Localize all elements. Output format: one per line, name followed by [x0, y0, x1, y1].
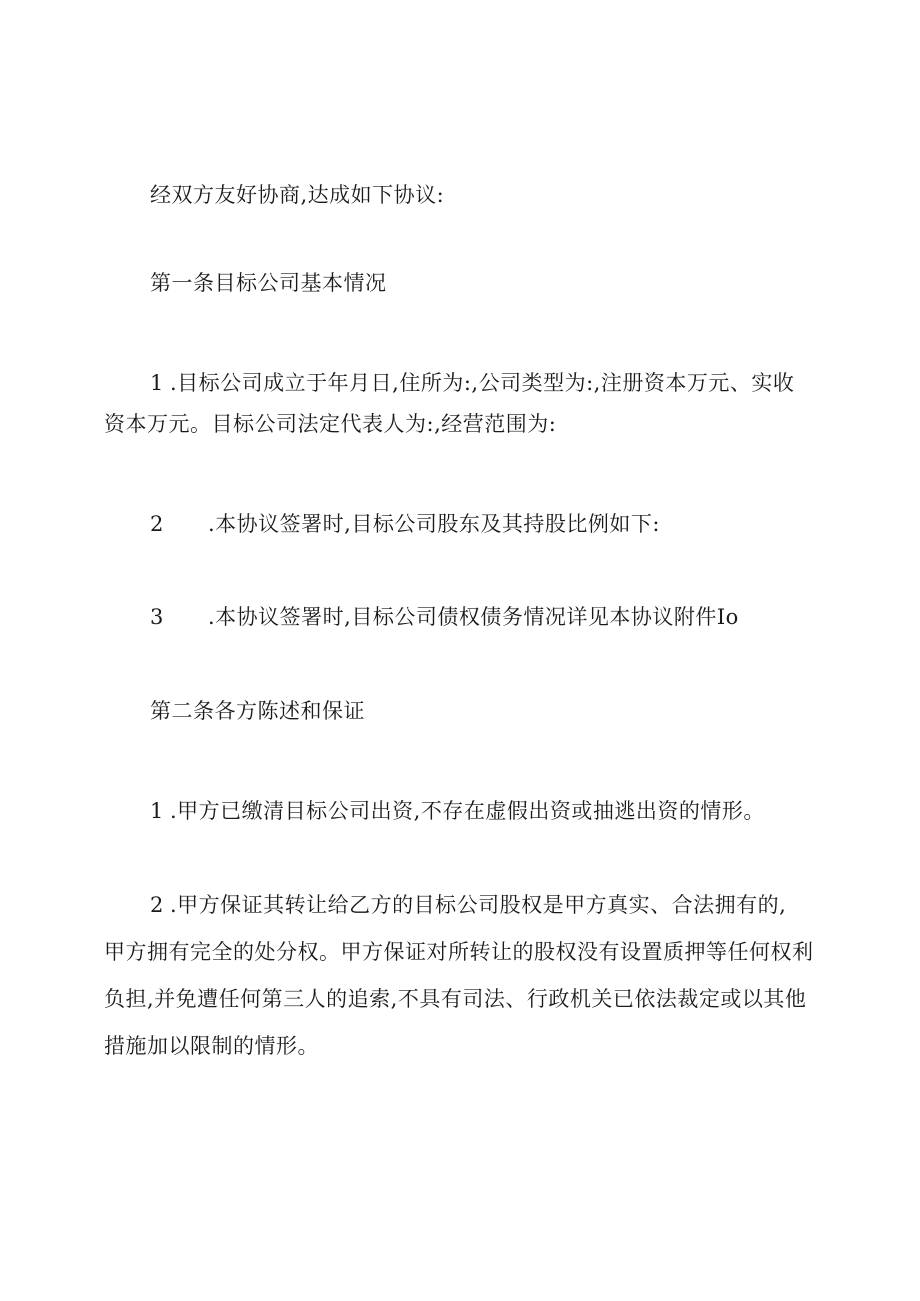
article2-item2-text-line4: 措施加以限制的情形。 [104, 1034, 319, 1058]
article1-heading-text: 第一条目标公司基本情况 [150, 271, 387, 295]
article2-item2-line4 [104, 1032, 319, 1060]
article2-item1-number: 1 [150, 799, 164, 823]
article2-item2-line3 [104, 985, 806, 1013]
article1-item3 [150, 603, 739, 631]
article1-item2 [150, 510, 660, 538]
intro-paragraph [150, 181, 444, 209]
article1-item3-number: 3 [150, 605, 164, 629]
article2-item1-text: .甲方已缴清目标公司出资,不存在虚假出资或抽逃出资的情形。 [170, 799, 765, 823]
article2-item2-line1 [150, 891, 786, 919]
article1-item1-text-line1: .目标公司成立于年月日,住所为:,公司类型为:,注册资本万元、实收 [170, 371, 795, 395]
article2-item2-text-line1: .甲方保证其转让给乙方的目标公司股权是甲方真实、合法拥有的, [170, 893, 787, 917]
article1-item1-line2 [104, 410, 556, 438]
article2-heading-text: 第二条各方陈述和保证 [150, 699, 365, 723]
article2-item1 [150, 797, 765, 825]
article2-item2-text-line2: 甲方拥有完全的处分权。甲方保证对所转让的股权没有设置质押等任何权利 [104, 940, 814, 964]
article1-item2-text: .本协议签署时,目标公司股东及其持股比例如下: [208, 512, 660, 536]
article2-item2-number: 2 [150, 893, 164, 917]
article1-item1-text-line2: 资本万元。目标公司法定代表人为:,经营范围为: [104, 412, 557, 436]
article1-item3-text: .本协议签署时,目标公司债权债务情况详见本协议附件Io [208, 605, 739, 629]
article2-item2-line2 [104, 938, 814, 966]
article2-heading [150, 697, 365, 725]
article1-item1-number: 1 [150, 371, 164, 395]
article1-heading [150, 269, 387, 297]
intro-text: 经双方友好协商,达成如下协议: [150, 183, 445, 207]
article1-item1-line1 [150, 369, 794, 397]
article2-item2-text-line3: 负担,并免遭任何第三人的追索,不具有司法、行政机关已依法裁定或以其他 [104, 987, 807, 1011]
article1-item2-number: 2 [150, 512, 164, 536]
